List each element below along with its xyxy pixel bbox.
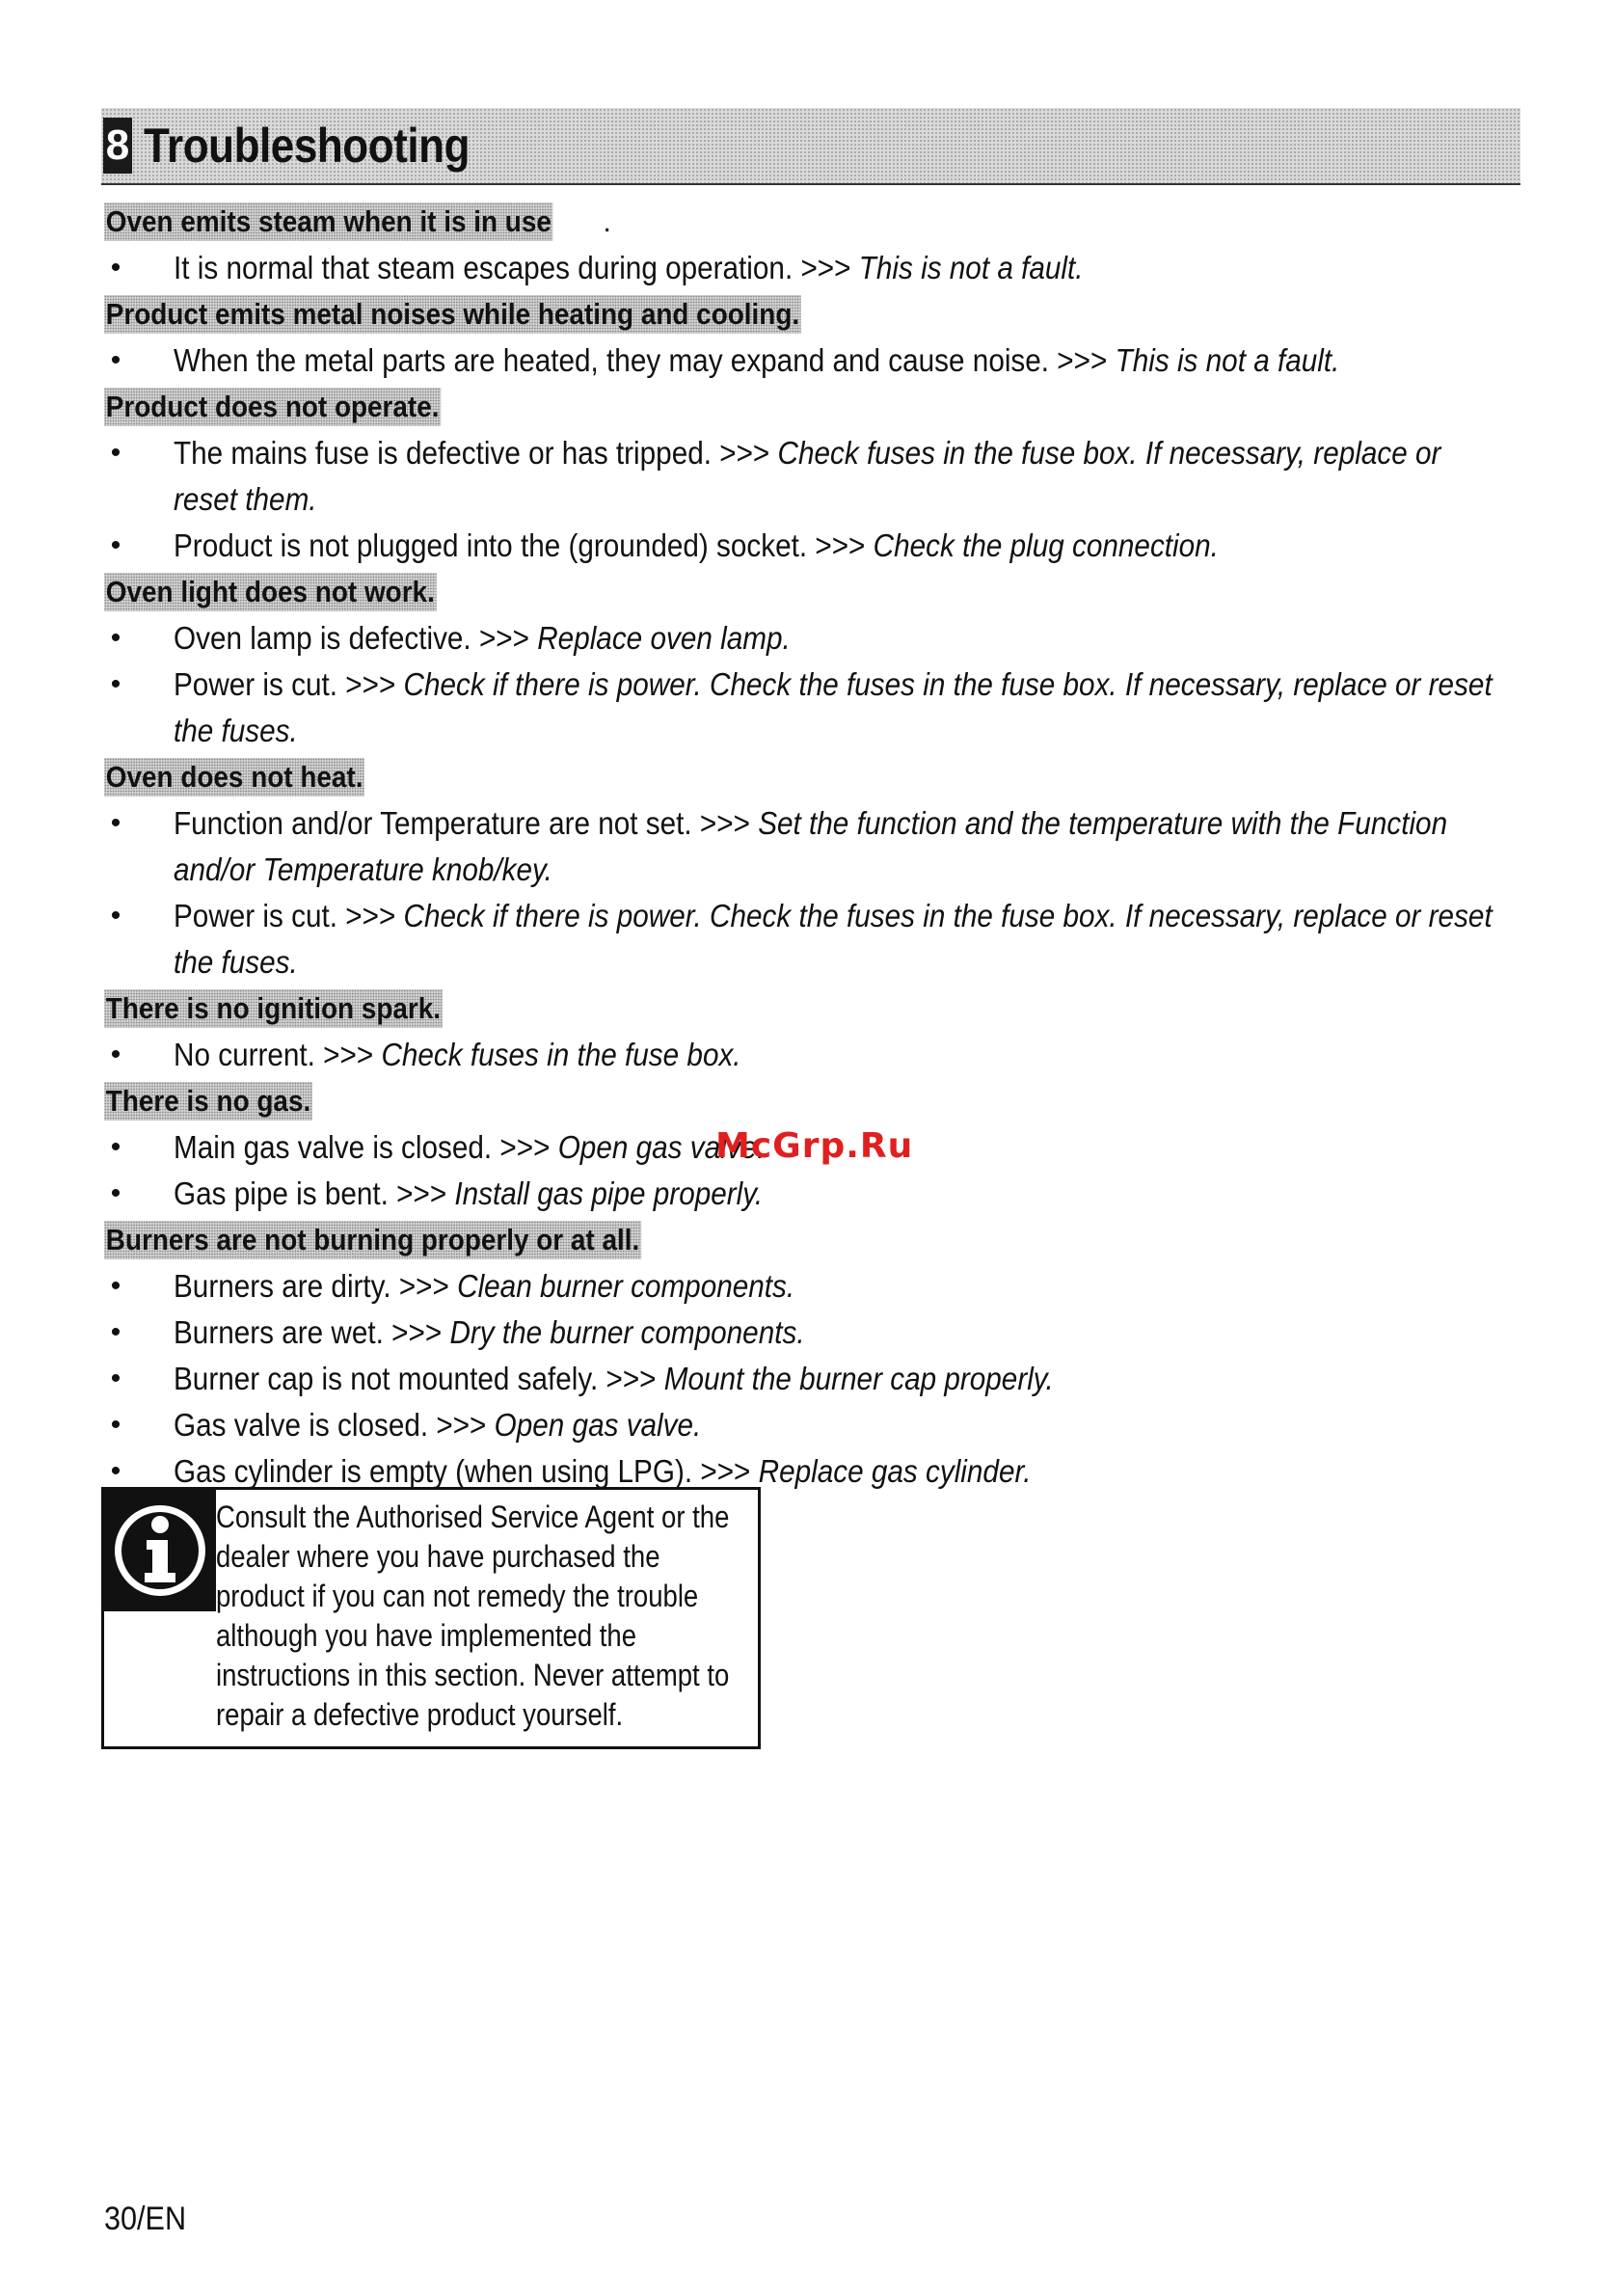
fault-cause: Function and/or Temperature are not set. >>> bbox=[174, 805, 759, 841]
item-text bbox=[174, 430, 1510, 523]
item-text bbox=[174, 1310, 1510, 1356]
fault-cause: When the metal parts are heated, they may expand and cause noise. >>> bbox=[174, 342, 1116, 378]
fault-cause: Burner cap is not mounted safely. >>> bbox=[174, 1361, 664, 1396]
fault-cause: Oven lamp is defective. >>> bbox=[174, 620, 538, 656]
info-icon bbox=[104, 1490, 216, 1611]
item-text bbox=[174, 338, 1510, 384]
section-heading: Oven does not heat. bbox=[104, 758, 364, 797]
chapter-number: 8 bbox=[103, 118, 132, 174]
item-text bbox=[174, 800, 1510, 893]
info-line: instructions in this section. Never attempt to bbox=[216, 1658, 730, 1692]
chapter-header bbox=[101, 108, 1520, 185]
fault-cause: It is normal that steam escapes during operation. >>> bbox=[174, 250, 859, 285]
fault-cause: Product is not plugged into the (grounded) socket. >>> bbox=[174, 527, 874, 563]
watermark: McGrp.Ru bbox=[715, 1126, 914, 1166]
section-heading-row bbox=[104, 754, 1493, 800]
list-item bbox=[104, 1032, 1493, 1078]
bullet-icon: • bbox=[110, 900, 121, 932]
fault-remedy: Open gas valve. bbox=[494, 1407, 702, 1443]
section-heading-row bbox=[104, 291, 1493, 338]
item-text bbox=[174, 893, 1510, 986]
list-item bbox=[104, 1402, 1493, 1448]
fault-remedy: Replace gas cylinder. bbox=[758, 1453, 1032, 1489]
info-line: dealer where you have purchased the bbox=[216, 1539, 660, 1574]
fault-cause: Main gas valve is closed. >>> bbox=[174, 1129, 558, 1165]
fault-cause: Power is cut. >>> bbox=[174, 666, 404, 702]
fault-remedy: This is not a fault. bbox=[1115, 342, 1340, 378]
troubleshooting-section bbox=[104, 986, 1493, 1078]
section-heading-suffix: . bbox=[603, 204, 612, 238]
info-line: repair a defective product yourself. bbox=[216, 1697, 624, 1732]
list-item bbox=[104, 430, 1493, 523]
bullet-icon: • bbox=[110, 1363, 121, 1394]
section-heading: Product emits metal noises while heating and cooling. bbox=[104, 295, 801, 334]
bullet-icon: • bbox=[110, 622, 121, 654]
troubleshooting-section bbox=[104, 569, 1493, 754]
chapter-title: Troubleshooting bbox=[144, 119, 471, 173]
list-item bbox=[104, 1310, 1493, 1356]
fault-remedy: Check if there is power. Check the fuses in the fuse box. If necessary, replace or reset the fuses. bbox=[174, 898, 1493, 980]
fault-remedy: Install gas pipe properly. bbox=[454, 1175, 764, 1211]
list-item bbox=[104, 245, 1493, 291]
list-item bbox=[104, 615, 1493, 662]
info-note-text bbox=[216, 1498, 746, 1735]
fault-remedy: Dry the burner components. bbox=[449, 1314, 805, 1350]
fault-cause: No current. >>> bbox=[174, 1037, 382, 1072]
section-heading-row bbox=[104, 986, 1493, 1032]
item-text bbox=[174, 523, 1510, 569]
bullet-icon: • bbox=[110, 344, 121, 376]
troubleshooting-section bbox=[104, 199, 1493, 291]
info-line: product if you can not remedy the trouble bbox=[216, 1579, 699, 1613]
fault-cause: Gas pipe is bent. >>> bbox=[174, 1175, 455, 1211]
fault-cause: Gas valve is closed. >>> bbox=[174, 1407, 495, 1443]
troubleshooting-section bbox=[104, 754, 1493, 986]
item-text bbox=[174, 245, 1510, 291]
item-text bbox=[174, 1402, 1510, 1448]
bullet-icon: • bbox=[110, 807, 121, 839]
bullet-icon: • bbox=[110, 252, 121, 284]
fault-cause: Burners are wet. >>> bbox=[174, 1314, 450, 1350]
list-item bbox=[104, 1356, 1493, 1402]
bullet-icon: • bbox=[110, 1270, 121, 1302]
fault-remedy: Replace oven lamp. bbox=[537, 620, 791, 656]
info-note-box bbox=[101, 1487, 761, 1749]
fault-remedy: Check fuses in the fuse box. If necessary, replace or reset them. bbox=[174, 435, 1441, 517]
item-text bbox=[174, 615, 1510, 662]
list-item bbox=[104, 800, 1493, 893]
section-heading-row bbox=[104, 1217, 1493, 1263]
fault-remedy: Clean burner components. bbox=[457, 1268, 795, 1304]
info-line: although you have implemented the bbox=[216, 1618, 637, 1653]
section-heading: Burners are not burning properly or at all. bbox=[104, 1221, 641, 1259]
list-item bbox=[104, 893, 1493, 986]
section-heading: Product does not operate. bbox=[104, 388, 441, 426]
fault-cause: The mains fuse is defective or has tripped. >>> bbox=[174, 435, 778, 471]
list-item bbox=[104, 523, 1493, 569]
bullet-icon: • bbox=[110, 1039, 121, 1070]
section-heading: There is no gas. bbox=[104, 1082, 312, 1121]
bullet-icon: • bbox=[110, 1409, 121, 1441]
fault-remedy: Mount the burner cap properly. bbox=[663, 1361, 1054, 1396]
info-line: Consult the Authorised Service Agent or the bbox=[216, 1499, 730, 1534]
fault-remedy: Set the function and the temperature with the Function and/or Temperature knob/key. bbox=[174, 805, 1448, 887]
list-item bbox=[104, 1171, 1493, 1217]
section-heading: Oven emits steam when it is in use bbox=[104, 203, 553, 241]
item-text bbox=[174, 1356, 1510, 1402]
fault-remedy: Check fuses in the fuse box. bbox=[381, 1037, 741, 1072]
item-text bbox=[174, 1032, 1510, 1078]
list-item bbox=[104, 338, 1493, 384]
page-number: 30/EN bbox=[104, 2201, 187, 2237]
section-heading: There is no ignition spark. bbox=[104, 989, 443, 1028]
section-heading: Oven light does not work. bbox=[104, 573, 437, 611]
troubleshooting-section bbox=[104, 291, 1493, 384]
item-text bbox=[174, 662, 1510, 754]
bullet-icon: • bbox=[110, 1177, 121, 1209]
fault-remedy: This is not a fault. bbox=[858, 250, 1084, 285]
section-heading-row bbox=[104, 569, 1493, 615]
troubleshooting-list bbox=[104, 199, 1493, 1495]
bullet-icon: • bbox=[110, 1316, 121, 1348]
fault-remedy: Open gas valve. bbox=[557, 1129, 766, 1165]
list-item bbox=[104, 662, 1493, 754]
troubleshooting-section bbox=[104, 1217, 1493, 1495]
item-text bbox=[174, 1171, 1510, 1217]
section-heading-row bbox=[104, 1078, 1493, 1124]
bullet-icon: • bbox=[110, 668, 121, 700]
fault-cause: Burners are dirty. >>> bbox=[174, 1268, 458, 1304]
fault-remedy: Check if there is power. Check the fuses in the fuse box. If necessary, replace or reset the fuses. bbox=[174, 666, 1493, 748]
list-item bbox=[104, 1263, 1493, 1310]
troubleshooting-section bbox=[104, 384, 1493, 569]
fault-cause: Gas cylinder is empty (when using LPG). >>> bbox=[174, 1453, 759, 1489]
section-heading-row bbox=[104, 199, 1493, 245]
bullet-icon: • bbox=[110, 437, 121, 469]
fault-remedy: Check the plug connection. bbox=[873, 527, 1219, 563]
fault-cause: Power is cut. >>> bbox=[174, 898, 404, 933]
bullet-icon: • bbox=[110, 1131, 121, 1163]
item-text bbox=[174, 1263, 1510, 1310]
bullet-icon: • bbox=[110, 1455, 121, 1487]
section-heading-row bbox=[104, 384, 1493, 430]
bullet-icon: • bbox=[110, 529, 121, 561]
